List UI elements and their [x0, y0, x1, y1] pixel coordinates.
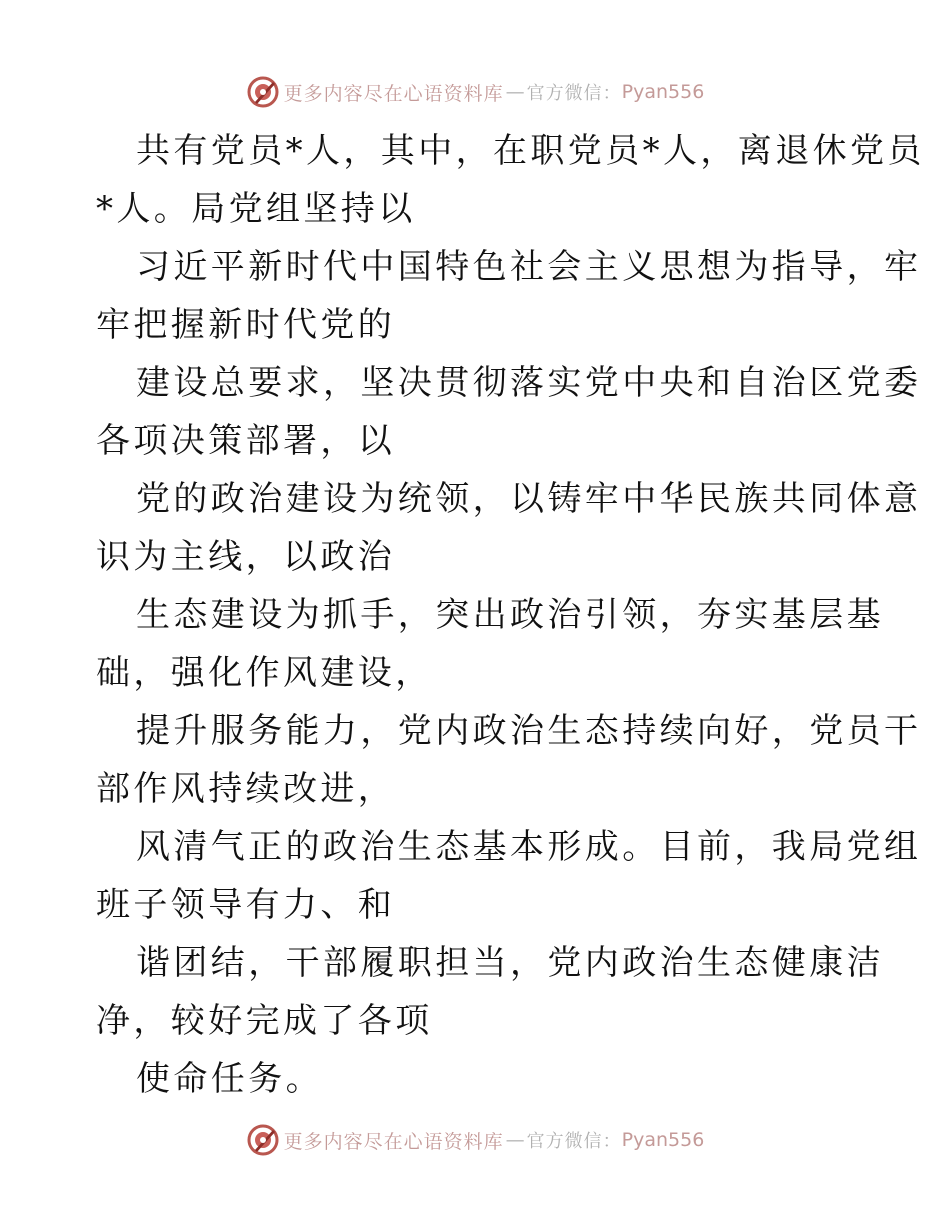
watermark-wechat-label: 官方微信：	[526, 83, 622, 104]
text-line: *人。局党组坚持以	[96, 189, 416, 229]
footer-watermark	[0, 1120, 950, 1160]
text-line: 提升服务能力，党内政治生态持续向好，党员干	[136, 711, 922, 751]
header-watermark	[0, 72, 950, 112]
text-line: 牢把握新时代党的	[96, 305, 396, 345]
text-line: 生态建设为抓手，突出政治引领，夯实基层基	[136, 595, 884, 635]
watermark-dash: —	[505, 1129, 525, 1151]
watermark-title: 更多内容尽在心语资料库	[283, 82, 504, 105]
watermark-wechat-label: 官方微信：	[526, 1131, 622, 1152]
text-line: 班子领导有力、和	[96, 885, 396, 925]
text-line: 各项决策部署，以	[96, 421, 396, 461]
text-line: 风清气正的政治生态基本形成。目前，我局党组	[136, 827, 922, 867]
text-line: 共有党员*人，其中，在职党员*人，离退休党员	[136, 131, 925, 171]
pen-logo-icon	[246, 75, 280, 109]
text-line: 净，较好完成了各项	[96, 1001, 433, 1041]
watermark-wechat-id: Pyan556	[621, 81, 705, 103]
watermark-wechat-id: Pyan556	[621, 1129, 705, 1151]
text-line: 习近平新时代中国特色社会主义思想为指导，牢	[136, 247, 922, 287]
text-line: 部作风持续改进，	[96, 769, 396, 809]
document-body	[96, 122, 925, 1108]
text-line: 建设总要求，坚决贯彻落实党中央和自治区党委	[136, 363, 922, 403]
watermark-title: 更多内容尽在心语资料库	[283, 1130, 504, 1153]
text-line: 使命任务。	[136, 1059, 323, 1099]
text-line: 党的政治建设为统领，以铸牢中华民族共同体意	[136, 479, 922, 519]
text-line: 础，强化作风建设，	[96, 653, 433, 693]
pen-logo-icon	[246, 1123, 280, 1157]
text-line: 谐团结，干部履职担当，党内政治生态健康洁	[136, 943, 884, 983]
watermark-dash: —	[505, 81, 525, 103]
text-line: 识为主线，以政治	[96, 537, 396, 577]
